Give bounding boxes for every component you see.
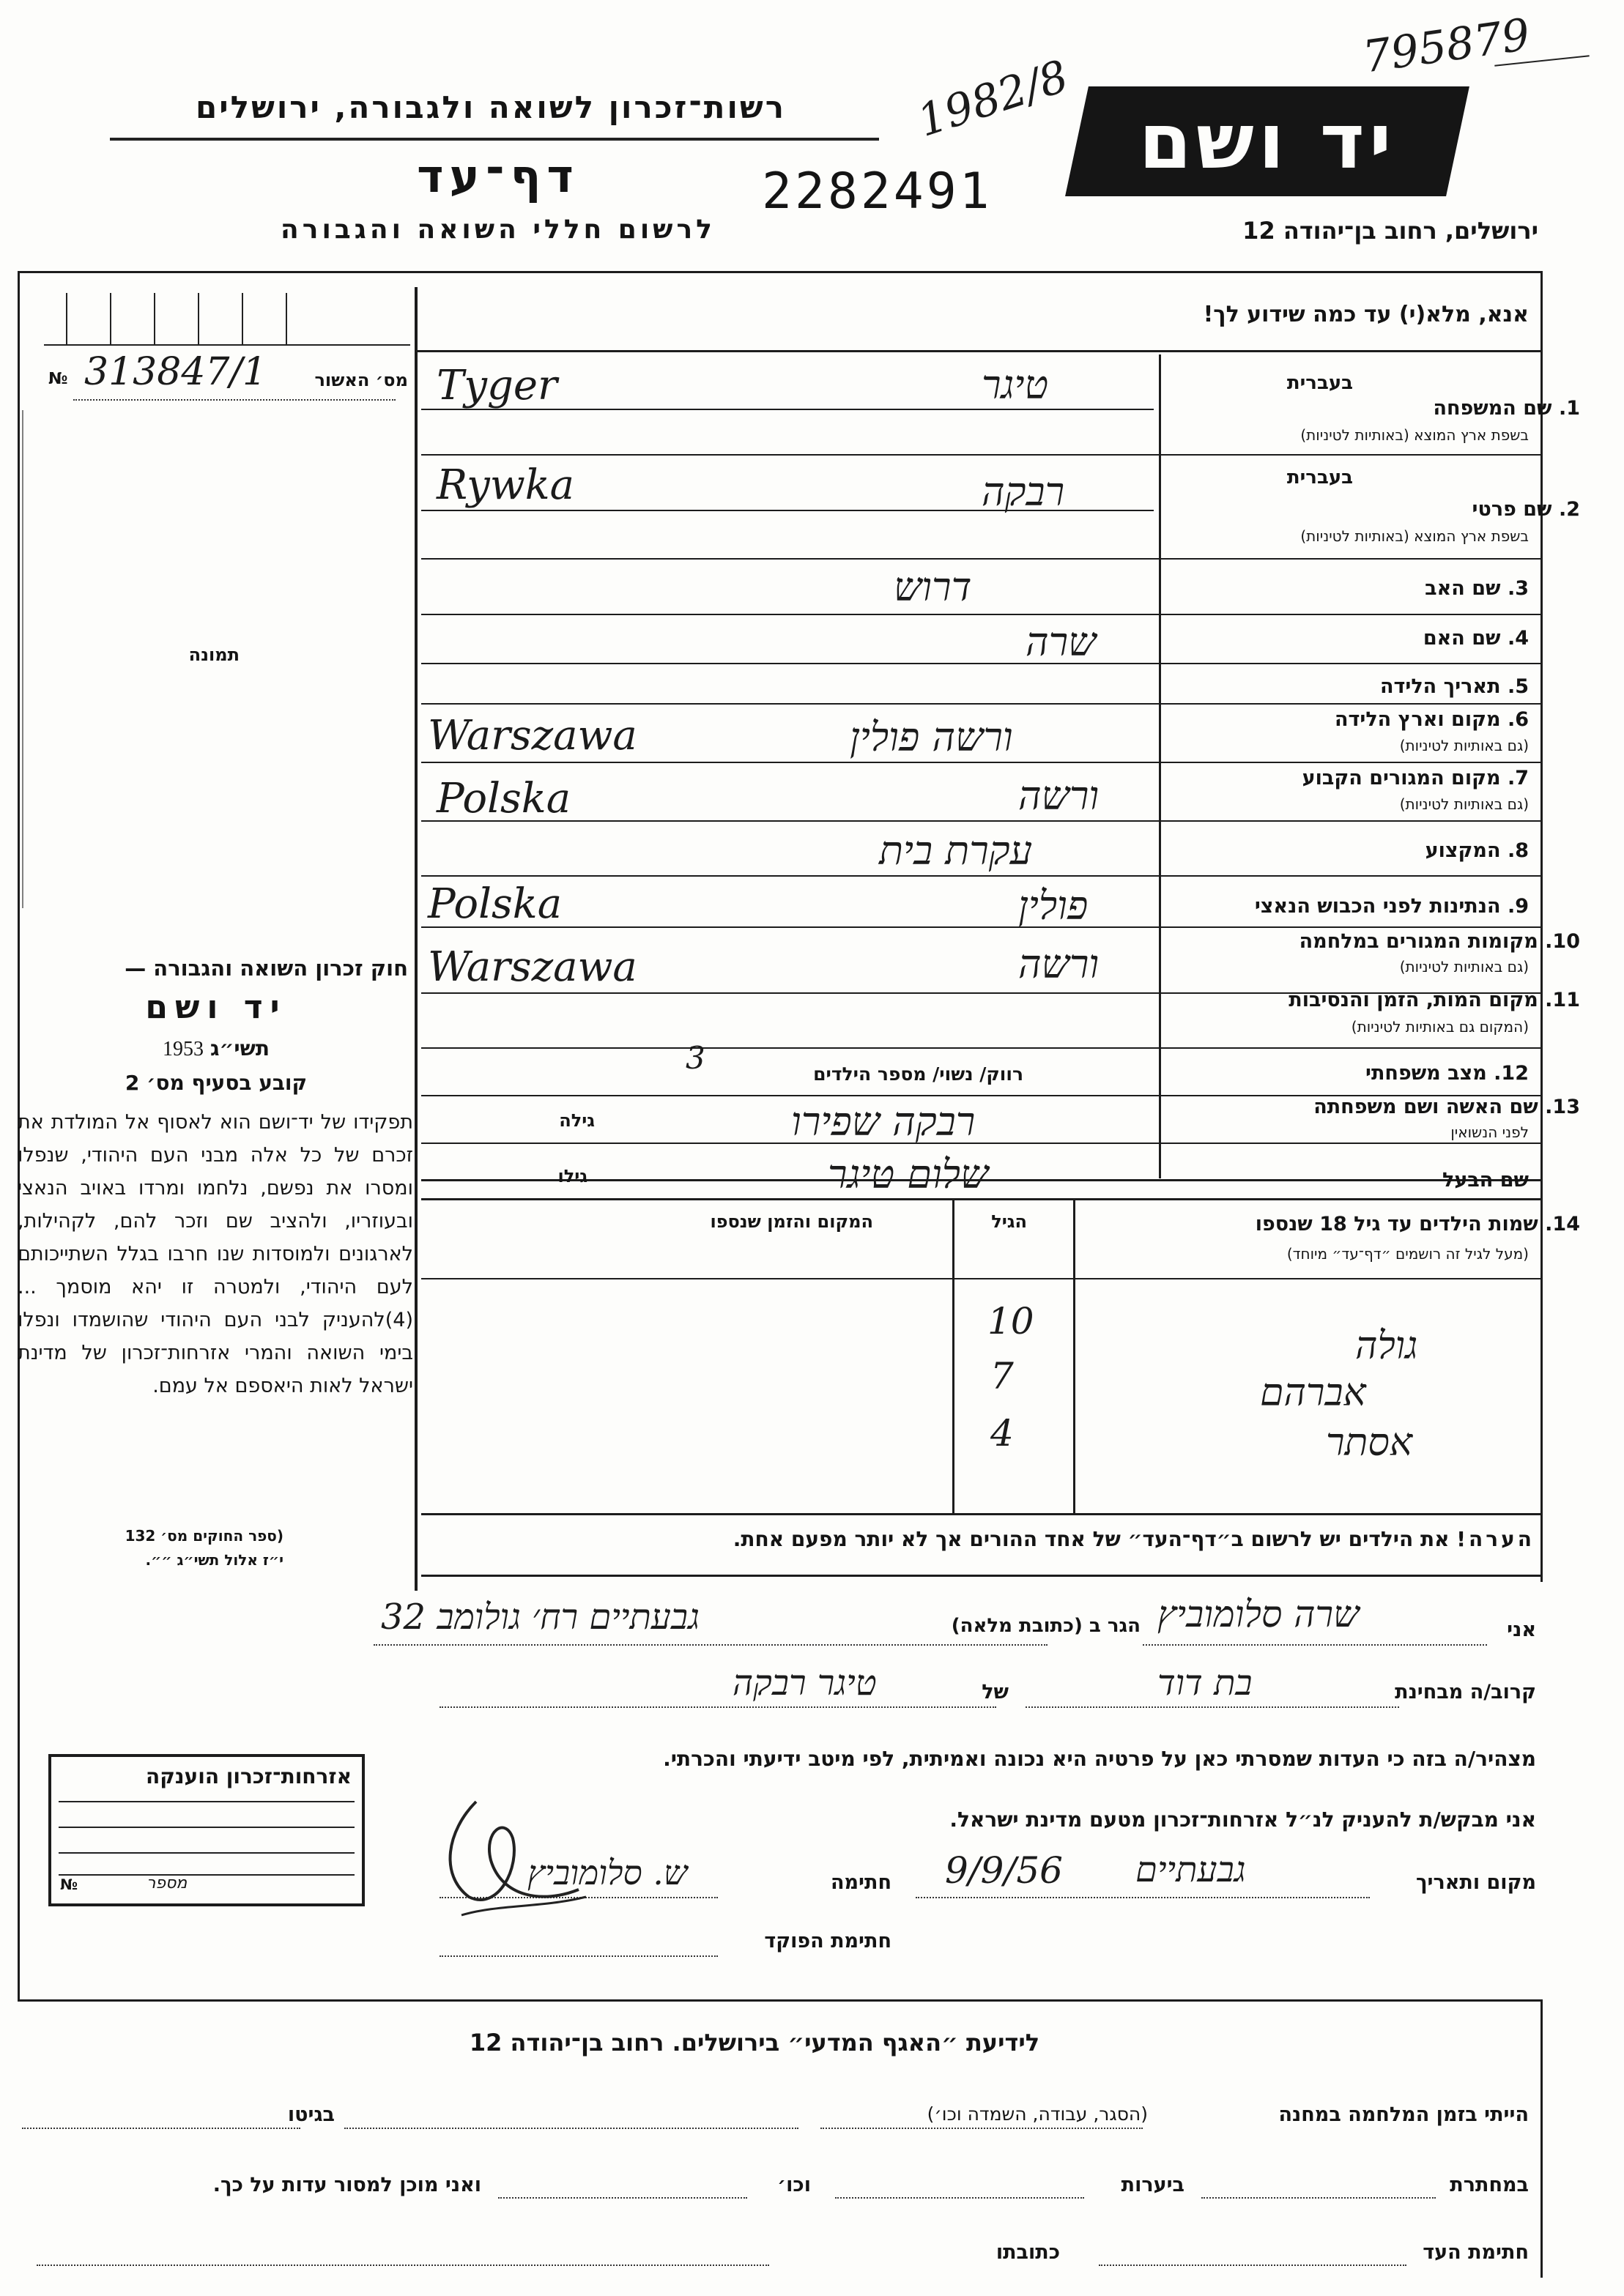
decl-i-am: אני	[1507, 1619, 1536, 1641]
law-year-heb: תשי״ג	[210, 1036, 270, 1060]
field-6-sub2: (גם באותיות לטיניות)	[1399, 737, 1529, 754]
remark-title: הערה!	[1456, 1527, 1535, 1551]
law-name: יד ושם	[145, 989, 287, 1026]
field-5-text: תאריך הלידה	[1379, 675, 1501, 698]
remark-text: את הילדים יש לרשום ב״דף־העד״ של אחד ההורים אך לא יותר מפעם אחת.	[733, 1527, 1450, 1551]
row-rule	[421, 1047, 1542, 1049]
bottom-right	[1540, 1999, 1543, 2278]
children-col-age-left	[952, 1198, 954, 1513]
field-8-text: המקצוע	[1425, 839, 1501, 862]
decl-request: אני מבקש/ת להעניק לנ״ל אזרחות־זכרון מטעם מדינת ישראל.	[949, 1808, 1536, 1832]
law-year-num: 1953	[163, 1038, 204, 1060]
field-7-label	[1302, 767, 1529, 790]
row-rule	[421, 454, 1542, 456]
field-5-number: 5.	[1507, 675, 1529, 698]
field-9-hebrew[interactable]: פולין	[1018, 883, 1089, 929]
field-2-number: 2.	[1558, 498, 1580, 521]
marital-options: רווק/ נשוי/ מספר הילדים	[813, 1063, 1023, 1085]
form-title: דף־עד	[417, 149, 579, 203]
instructions-rule	[418, 350, 1540, 352]
field-6-label	[1335, 708, 1529, 731]
law-year	[22, 1036, 410, 1061]
children-label	[1256, 1213, 1580, 1236]
law-footnote1: (ספר החוקים מס׳ 132	[125, 1527, 283, 1545]
field-4-text: שם האם	[1423, 627, 1501, 650]
decl-official-label: חתימת הפוקד	[764, 1930, 891, 1953]
field-10-label	[1299, 930, 1580, 953]
confirmation-value: 313847/1	[84, 350, 267, 394]
row-rule	[421, 1143, 1542, 1144]
field-4-number: 4.	[1507, 627, 1529, 650]
field-6-text: מקום וארץ הלידה	[1334, 708, 1501, 731]
photo-label: תמונה	[188, 644, 240, 665]
org-underline	[110, 138, 879, 141]
children-col-age-right	[1073, 1198, 1075, 1513]
field-1-sub1: בעברית	[1286, 372, 1353, 394]
bottom-l2-line3[interactable]	[498, 2197, 747, 2199]
field-6-hebrew[interactable]: ורשה פולין	[850, 714, 1013, 760]
row-rule	[421, 703, 1542, 705]
field-7-sub2: (גם באותיות לטיניות)	[1399, 795, 1529, 813]
field-13-number: 13.	[1545, 1096, 1580, 1118]
child-2-name[interactable]: אברהם	[1260, 1371, 1366, 1415]
row-rule	[421, 875, 1542, 877]
decl-relation[interactable]: בת דוד	[1157, 1662, 1253, 1704]
child-3-age[interactable]: 4	[990, 1412, 1014, 1454]
decl-of[interactable]: טיגר רבקה	[733, 1662, 877, 1704]
bottom-l2-line1[interactable]	[1201, 2197, 1436, 2199]
citizenship-no: №	[60, 1876, 78, 1893]
confirmation-label: מס׳ האשור	[314, 370, 408, 390]
confirmation-line	[73, 399, 396, 401]
field-6-number: 6.	[1507, 708, 1529, 731]
field-7-text: מקום המגורים הקבוע	[1302, 767, 1501, 790]
frame-top	[18, 271, 1543, 273]
field-10-number: 10.	[1545, 930, 1580, 953]
bottom-l3-a: חתימת העד	[1423, 2241, 1529, 2264]
bottom-l1-line1[interactable]	[820, 2128, 1143, 2129]
field-1-text: שם המשפחה	[1433, 397, 1552, 420]
row-rule	[421, 926, 1542, 928]
field-2-text: שם פרטי	[1472, 498, 1552, 521]
field-7-latin[interactable]: Polska	[437, 775, 571, 822]
decl-date[interactable]: 9/9/56	[945, 1849, 1063, 1892]
bottom-l2-b: ביערות	[1121, 2174, 1184, 2196]
column-divider	[415, 287, 418, 1591]
field-1-hebrew[interactable]: טיגר	[982, 362, 1049, 408]
bottom-l1-line2[interactable]	[22, 2128, 300, 2129]
field-11-text: מקום המות, הזמן והנסיבות	[1289, 989, 1538, 1011]
decl-relation-line	[1026, 1706, 1399, 1708]
bottom-address: רחוב בן־יהודה 12	[469, 2029, 664, 2057]
bottom-l3-line2[interactable]	[37, 2265, 769, 2266]
field-3-text: שם האב	[1425, 577, 1501, 600]
bottom-l1-line3[interactable]	[344, 2128, 798, 2129]
field-13-sub2: לפני הנשואין	[1450, 1123, 1529, 1141]
remark	[425, 1527, 1535, 1551]
field-3-label	[1425, 577, 1529, 600]
bottom-l2-line2[interactable]	[835, 2197, 1084, 2199]
law-clause: קובע בסעיף מס׳ 2	[125, 1071, 308, 1095]
row-rule	[421, 558, 1542, 560]
decl-relative: קרוב/ה מבחינת	[1395, 1681, 1536, 1704]
children-text: שמות הילדים עד גיל 18 שנספו	[1255, 1213, 1538, 1236]
field-13-label	[1313, 1096, 1580, 1118]
remark-bottom	[421, 1575, 1542, 1577]
field-8-number: 8.	[1507, 839, 1529, 862]
children-note: (מעל לגיל זה רושמים ״דף־עד״ מיוחד)	[1286, 1245, 1529, 1263]
law-footnote2: י״ז אלול תשי״ג ״״.	[145, 1551, 283, 1569]
field-1-latin[interactable]: Tyger	[437, 362, 557, 409]
child-3-name[interactable]: אסתר	[1326, 1421, 1413, 1465]
child-1-name[interactable]: גולה	[1355, 1324, 1418, 1368]
decl-of-label: של	[982, 1681, 1009, 1704]
citizenship-box	[48, 1754, 365, 1906]
field-12-number: 12.	[1494, 1062, 1529, 1085]
field-9-latin[interactable]: Polska	[428, 880, 563, 928]
children-bottom	[421, 1513, 1542, 1515]
yad-vashem-logo	[1065, 86, 1469, 196]
field-2-sub2: בשפת ארץ המוצא (באותיות לטיניות)	[1300, 527, 1529, 545]
field-10-sub2: (גם באותיות לטיניות)	[1399, 958, 1529, 976]
children-top	[421, 1198, 1542, 1200]
child-1-age[interactable]: 10	[987, 1300, 1034, 1342]
field-10-text: מקומות המגורים במלחמה	[1299, 930, 1538, 953]
labels-divider	[1159, 354, 1161, 1178]
children-age-header: הגיל	[991, 1211, 1027, 1232]
row-rule	[421, 614, 1542, 615]
field-2-hebrew[interactable]: רבקה	[982, 469, 1065, 515]
bottom-l3-b: כתובתו	[995, 2241, 1060, 2264]
field-13-text: שם האשה ושם משפחתה	[1313, 1096, 1538, 1118]
field-9-text: הנתינות לפני הכבוש הנאצי	[1254, 895, 1501, 918]
decl-declarant[interactable]: שרה סלומוביץ	[1157, 1593, 1360, 1635]
field-11-label	[1289, 989, 1580, 1011]
bottom-heading	[293, 2029, 1216, 2057]
stamp-date: 1982/8	[911, 51, 1075, 147]
photo-box-top	[44, 293, 410, 346]
field-2-latin[interactable]: Rywka	[437, 461, 575, 509]
children-place-header: המקום והזמן שנספו	[710, 1211, 873, 1232]
org-line: רשות־זכרון לשואה ולגבורה, ירושלים	[195, 89, 787, 125]
form-subtitle: לרשום חללי השואה והגבורה	[281, 215, 716, 245]
field-1-label	[1433, 397, 1580, 420]
field-9-label	[1255, 895, 1529, 918]
instructions: אנא, מלא(י) עד כמה שידוע לך!	[1203, 302, 1529, 327]
field-1-number: 1.	[1558, 397, 1580, 420]
field-10-hebrew[interactable]: ורשה	[1018, 941, 1100, 987]
field-12-text: מצב משפחתי	[1365, 1062, 1487, 1085]
decl-of-line	[440, 1706, 996, 1708]
field-5-label	[1380, 675, 1529, 698]
decl-signature-label: חתימה	[830, 1871, 891, 1894]
decl-declare: מצהיר/ה בזה כי העדות שמסרתי כאן על פרטיה היא נכונה ואמיתית, לפי מיטב ידיעתי והכרתי.	[663, 1747, 1536, 1771]
decl-place-date-line	[916, 1897, 1370, 1898]
field-6-latin[interactable]: Warszawa	[428, 712, 637, 759]
decl-place-date-label: מקום ותאריך	[1415, 1871, 1536, 1894]
bottom-l3-line1[interactable]	[1099, 2265, 1406, 2266]
bottom-l2-c: וכו׳	[777, 2174, 811, 2196]
bottom-l2-d: ואני מוכן למסור עדות על כך.	[212, 2174, 481, 2196]
field-10-latin[interactable]: Warszawa	[428, 943, 637, 991]
bottom-top	[18, 1999, 1541, 2002]
children-number: 14.	[1545, 1213, 1580, 1236]
decl-address-line	[374, 1644, 1048, 1646]
field-3-hebrew[interactable]: דרוש	[894, 564, 972, 610]
decl-address[interactable]: גבעתיים רח׳ גולומב 32	[381, 1597, 700, 1638]
confirmation-no-sign: №	[48, 370, 68, 388]
logo-text: יד ושם	[1138, 97, 1396, 186]
citizenship-title: אזרחות־זכרון הוענקה	[146, 1764, 352, 1788]
archive-number: 795879	[1360, 9, 1533, 83]
row-rule	[421, 762, 1542, 763]
field-2-label	[1472, 498, 1580, 521]
child-2-age[interactable]: 7	[990, 1355, 1014, 1397]
bottom-l1-a: הייתי בזמן המלחמה במחנה	[1278, 2103, 1529, 2126]
field-2-sub1: בעברית	[1286, 467, 1353, 488]
spouse-label: שם הבעל	[1442, 1169, 1529, 1192]
decl-signature[interactable]: ש. סלומוביץ	[527, 1853, 688, 1892]
bottom-title: לידיעת ״האגף המדעי״ בירושלים.	[672, 2029, 1040, 2057]
field-11-sub2: (המקום גם באותיות לטיניות)	[1351, 1018, 1529, 1036]
field-7-number: 7.	[1507, 767, 1529, 790]
decl-place[interactable]: גבעתיים	[1135, 1849, 1246, 1890]
field-13-hebrew[interactable]: רבקה שפירו	[791, 1099, 976, 1145]
field-8-label	[1425, 839, 1529, 862]
bottom-l1-c: בגיטו	[287, 2103, 335, 2126]
field-7-hebrew[interactable]: ורשה	[1018, 773, 1100, 819]
decl-resides: הגר ב (כתובת מלאה)	[951, 1615, 1141, 1637]
field-9-number: 9.	[1507, 895, 1529, 918]
decl-name-line	[1143, 1644, 1487, 1646]
row-rule	[421, 663, 1542, 664]
field-4-hebrew[interactable]: שרה	[1026, 619, 1097, 665]
spouse-age-label: גילו	[557, 1166, 587, 1186]
field-11-number: 11.	[1545, 989, 1580, 1011]
field-4-label	[1423, 627, 1529, 650]
field-12-value[interactable]: 3	[686, 1040, 705, 1076]
field-3-number: 3.	[1507, 577, 1529, 600]
law-body: תפקידו של יד־ושם הוא לאסוף אל המולדת את זכרם של כל אלה מבני העם היהודי, שנפלו ומסרו את נפשם, נלחמו ומרדו באויב הנאצי ובעוזריו, ולהציב שם וזכר להם, לקהילות, לארגונים ולמוסדות שנו חרבו בגלל השתייכותם לעם היהודי, ולמטרה זו יהא מוסמך ...(4)להעניק לבני העם היהודי שהושמדו ונפלו בימי השואה והמרי אזרחות־זכרון של מדינת ישראל לאות היאספם אל עמם.	[18, 1111, 413, 1397]
wife-age-label: גילה	[559, 1110, 595, 1131]
photo-box-edge	[22, 410, 23, 908]
spouse-value[interactable]: שלום טיגר	[828, 1151, 989, 1197]
address: ירושלים, רחוב בן־יהודה 12	[1242, 217, 1538, 245]
bottom-l2-a: במחתרת	[1450, 2174, 1529, 2196]
law-title: חוק זכרון השואה והגבורה —	[125, 956, 408, 981]
row-rule	[421, 820, 1542, 822]
field-12-label	[1365, 1062, 1529, 1085]
decl-official-line	[440, 1955, 718, 1957]
citizenship-number-label: מספר	[147, 1874, 188, 1892]
field-1-sub2: בשפת ארץ המוצא (באותיות לטיניות)	[1300, 426, 1529, 444]
field-8-hebrew[interactable]: עקרת בית	[879, 828, 1033, 874]
page-number: 2282491	[762, 163, 993, 220]
signature-scribble	[432, 1787, 608, 1926]
bottom-l1-b: (הסגר, עבודה, השמדה וכו׳)	[927, 2103, 1148, 2125]
children-header-rule	[421, 1278, 1542, 1279]
